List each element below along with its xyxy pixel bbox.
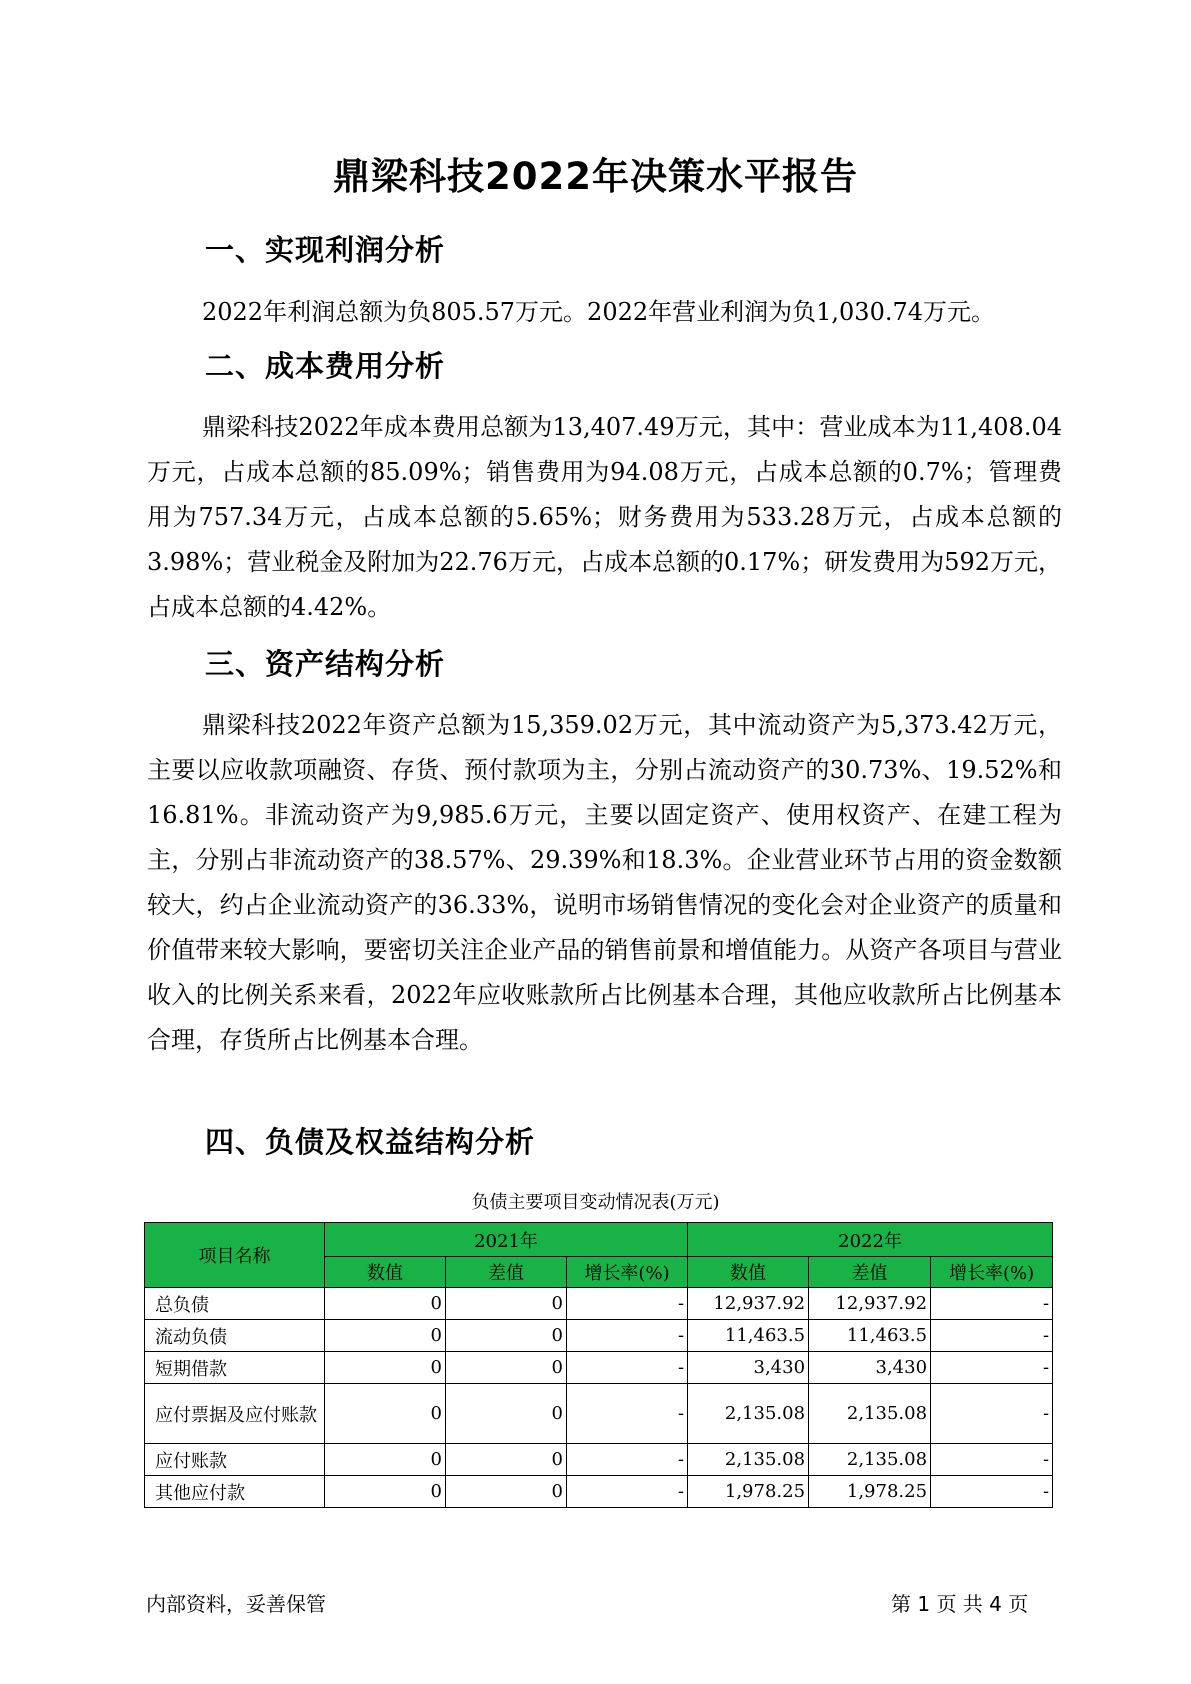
row-diff-2021: 0	[446, 1320, 567, 1352]
row-diff-2021: 0	[446, 1444, 567, 1476]
table-row	[145, 1444, 1053, 1476]
row-diff-2022: 1,978.25	[809, 1476, 931, 1508]
header-diff-2021: 差值	[446, 1257, 567, 1288]
table-row	[145, 1320, 1053, 1352]
row-growth-2022: -	[931, 1476, 1053, 1508]
row-diff-2022: 2,135.08	[809, 1444, 931, 1476]
row-name: 短期借款	[145, 1352, 325, 1384]
row-growth-2021: -	[567, 1320, 688, 1352]
section-body-assets: 鼎梁科技2022年资产总额为15,359.02万元，其中流动资产为5,373.42万元，主要以应收款项融资、存货、预付款项为主，分别占流动资产的30.73%、19.52%和16.81%。非流动资产为9,985.6万元，主要以固定资产、使用权资产、在建工程为主，分别占非流动资产的38.57%、29.39%和18.3%。企业营业环节占用的资金数额较大，约占企业流动资产的36.33%，说明市场销售情况的变化会对企业资产的质量和价值带来较大影响，要密切关注企业产品的销售前景和增值能力。从资产各项目与营业收入的比例关系来看，2022年应收账款所占比例基本合理，其他应收款所占比例基本合理，存货所占比例基本合理。	[147, 711, 1062, 1054]
row-value-2021: 0	[325, 1288, 446, 1320]
row-value-2022: 2,135.08	[688, 1384, 809, 1444]
row-name: 应付账款	[145, 1444, 325, 1476]
row-growth-2022: -	[931, 1288, 1053, 1320]
table-caption: 负债主要项目变动情况表(万元)	[471, 1192, 720, 1213]
row-name: 总负债	[145, 1288, 325, 1320]
row-value-2022: 12,937.92	[688, 1288, 809, 1320]
row-growth-2022: -	[931, 1352, 1053, 1384]
row-diff-2021: 0	[446, 1352, 567, 1384]
row-value-2022: 1,978.25	[688, 1476, 809, 1508]
footer-confidential-note: 内部资料，妥善保管	[146, 1592, 326, 1616]
header-year-2022: 2022年	[688, 1223, 1053, 1257]
header-item-name: 项目名称	[145, 1223, 325, 1288]
section-heading-cost: 二、成本费用分析	[205, 349, 446, 383]
table-row	[145, 1352, 1053, 1384]
row-value-2022: 3,430	[688, 1352, 809, 1384]
row-name: 流动负债	[145, 1320, 325, 1352]
section-heading-profit: 一、实现利润分析	[205, 233, 446, 267]
row-value-2021: 0	[325, 1320, 446, 1352]
row-value-2021: 0	[325, 1444, 446, 1476]
section-heading-liabilities: 四、负债及权益结构分析	[205, 1125, 536, 1159]
row-diff-2022: 12,937.92	[809, 1288, 931, 1320]
table-row	[145, 1476, 1053, 1508]
row-diff-2021: 0	[446, 1384, 567, 1444]
row-diff-2021: 0	[446, 1476, 567, 1508]
row-growth-2021: -	[567, 1352, 688, 1384]
header-diff-2022: 差值	[809, 1257, 931, 1288]
row-growth-2022: -	[931, 1384, 1053, 1444]
header-value-2022: 数值	[688, 1257, 809, 1288]
header-growth-2021: 增长率(%)	[567, 1257, 688, 1288]
row-growth-2021: -	[567, 1384, 688, 1444]
row-name: 其他应付款	[145, 1476, 325, 1508]
section-body-profit: 2022年利润总额为负805.57万元。2022年营业利润为负1,030.74万元。	[202, 298, 996, 326]
table-row	[145, 1288, 1053, 1320]
table-row	[145, 1384, 1053, 1444]
header-year-2021: 2021年	[325, 1223, 688, 1257]
section-heading-assets: 三、资产结构分析	[205, 647, 446, 681]
row-diff-2022: 11,463.5	[809, 1320, 931, 1352]
row-value-2021: 0	[325, 1384, 446, 1444]
row-growth-2021: -	[567, 1444, 688, 1476]
row-diff-2022: 3,430	[809, 1352, 931, 1384]
header-growth-2022: 增长率(%)	[931, 1257, 1053, 1288]
row-value-2021: 0	[325, 1352, 446, 1384]
row-name: 应付票据及应付账款	[145, 1384, 325, 1444]
row-growth-2021: -	[567, 1476, 688, 1508]
row-growth-2022: -	[931, 1444, 1053, 1476]
footer-page-number: 第 1 页 共 4 页	[891, 1592, 1029, 1616]
section-body-cost: 鼎梁科技2022年成本费用总额为13,407.49万元，其中：营业成本为11,408.04万元，占成本总额的85.09%；销售费用为94.08万元，占成本总额的0.7%；管理费用为757.34万元，占成本总额的5.65%；财务费用为533.28万元，占成本总额的3.98%；营业税金及附加为22.76万元，占成本总额的0.17%；研发费用为592万元，占成本总额的4.42%。	[147, 413, 1062, 621]
row-diff-2022: 2,135.08	[809, 1384, 931, 1444]
row-diff-2021: 0	[446, 1288, 567, 1320]
row-value-2021: 0	[325, 1476, 446, 1508]
header-value-2021: 数值	[325, 1257, 446, 1288]
row-growth-2022: -	[931, 1320, 1053, 1352]
row-value-2022: 2,135.08	[688, 1444, 809, 1476]
row-growth-2021: -	[567, 1288, 688, 1320]
liabilities-table	[144, 1222, 1053, 1508]
page-title: 鼎梁科技2022年决策水平报告	[333, 155, 858, 198]
row-value-2022: 11,463.5	[688, 1320, 809, 1352]
